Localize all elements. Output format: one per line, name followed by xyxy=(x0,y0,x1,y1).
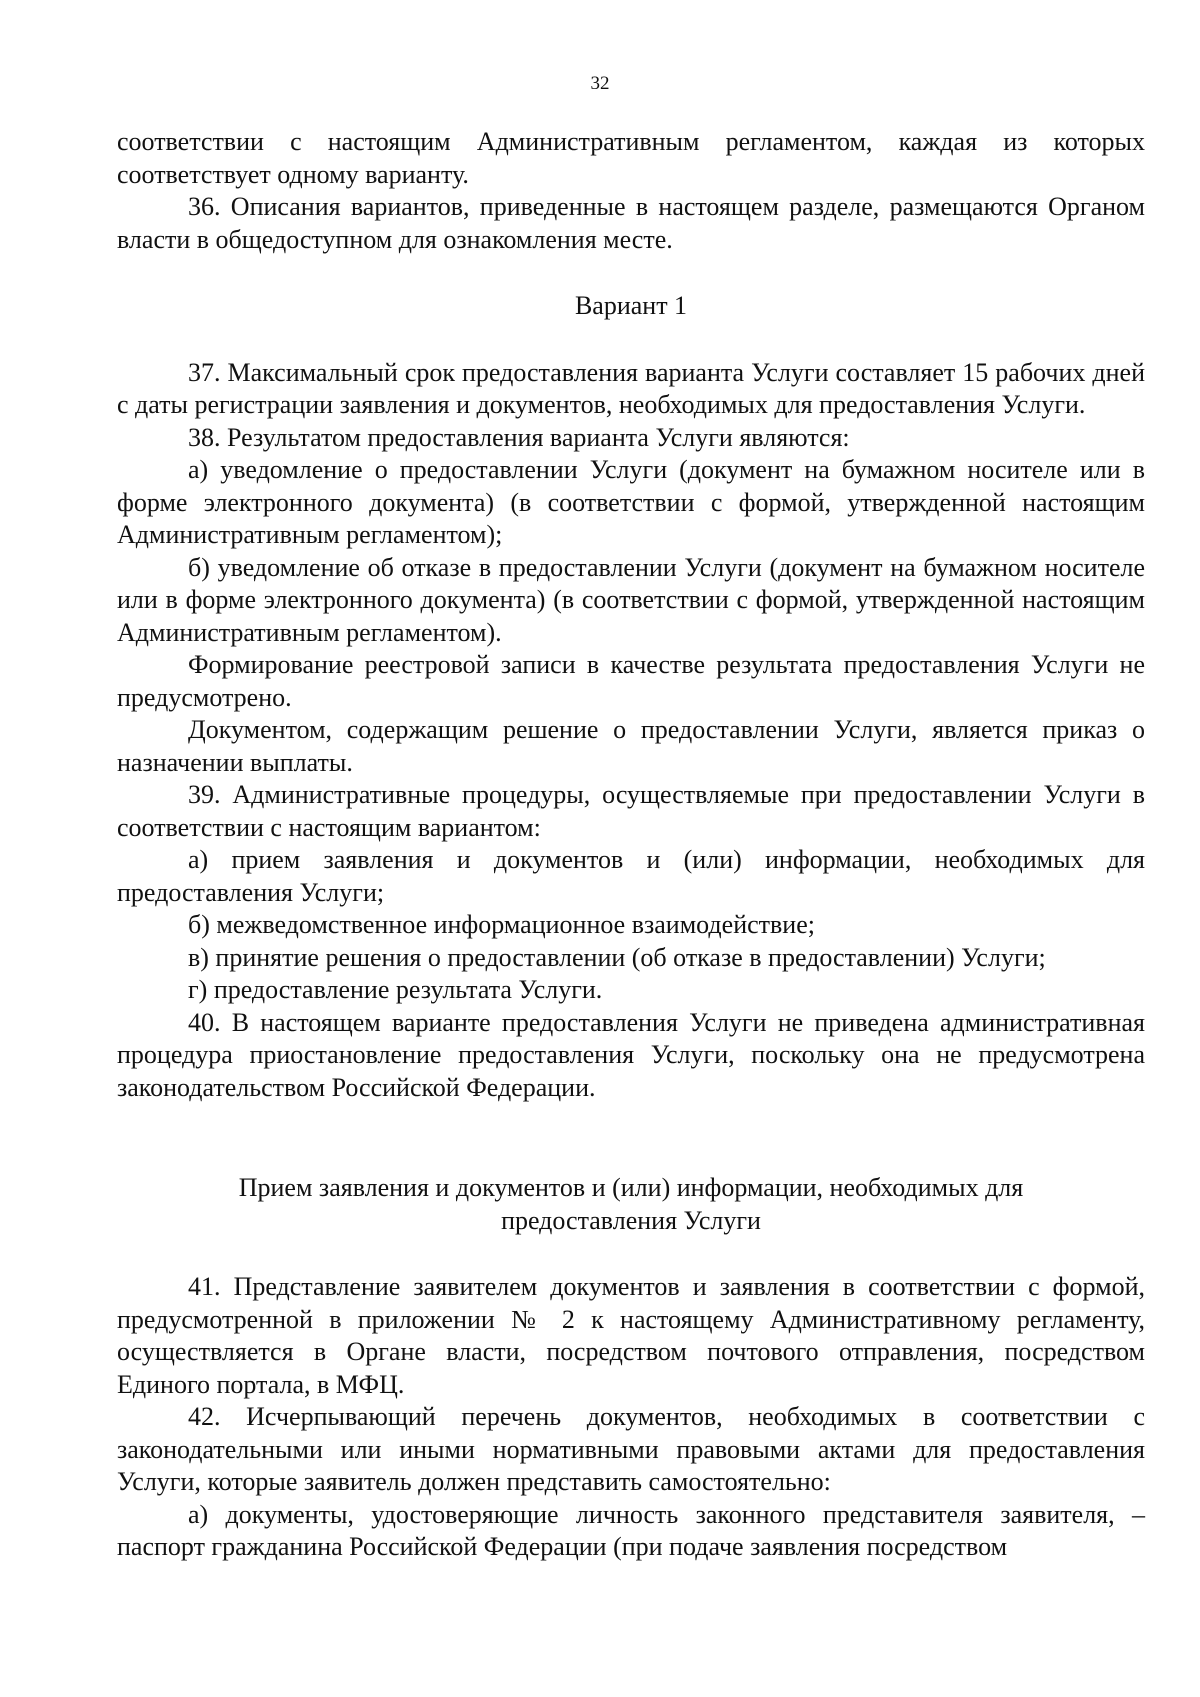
paragraph-decision-document: Документом, содержащим решение о предоставлении Услуги, является приказ о назначении выплаты. xyxy=(117,715,1145,777)
heading-section-line-2: предоставления Услуги xyxy=(501,1205,761,1235)
paragraph-39: 39. Административные процедуры, осуществляемые при предоставлении Услуги в соответствии с настоящим вариантом: xyxy=(117,780,1145,842)
document-body xyxy=(117,126,1145,1564)
page-number: 32 xyxy=(590,73,610,94)
paragraph-39-a: а) прием заявления и документов и (или) информации, необходимых для предоставления Услуги; xyxy=(117,845,1145,907)
paragraph-38-a: а) уведомление о предоставлении Услуги (документ на бумажном носителе или в форме электронного документа) (в соответствии с формой, утвержденной настоящим Административным регламентом); xyxy=(117,455,1145,549)
paragraph-37: 37. Максимальный срок предоставления варианта Услуги составляет 15 рабочих дней с даты регистрации заявления и документов, необходимых для предоставления Услуги. xyxy=(117,357,1145,419)
paragraph-39-b: б) межведомственное информационное взаимодействие; xyxy=(188,910,815,939)
paragraph-38-b: б) уведомление об отказе в предоставлении Услуги (документ на бумажном носителе или в форме электронного документа) (в соответствии с формой, утвержденной настоящим Административным регламентом). xyxy=(117,552,1145,647)
paragraph-36: 36. Описания вариантов, приведенные в настоящем разделе, размещаются Органом власти в общедоступном для ознакомления месте. xyxy=(117,192,1145,254)
paragraph-42: 42. Исчерпывающий перечень документов, необходимых в соответствии с законодательными или иными нормативными правовыми актами для предоставления Услуги, которые заявитель должен представить самостоятельно: xyxy=(117,1402,1145,1496)
paragraph-39-v: в) принятие решения о предоставлении (об отказе в предоставлении) Услуги; xyxy=(188,942,1046,972)
paragraph-40: 40. В настоящем варианте предоставления Услуги не приведена административная процедура приостановление предоставления Услуги, поскольку она не предусмотрена законодательством Российской Федерации. xyxy=(117,1007,1145,1102)
paragraph-registry-record: Формирование реестровой записи в качестве результата предоставления Услуги не предусмотрено. xyxy=(117,650,1145,712)
heading-variant-1: Вариант 1 xyxy=(574,291,688,320)
paragraph-41: 41. Представление заявителем документов и заявления в соответствии с формой, предусмотренной в приложении № 2 к настоящему Административному регламенту, осуществляется в Органе власти, посредством почтового отправления, посредством Единого портала, в МФЦ. xyxy=(117,1272,1145,1399)
paragraph-continuation: соответствии с настоящим Административным регламентом, каждая из которых соответствует одному варианту. xyxy=(117,127,1145,189)
paragraph-39-g: г) предоставление результата Услуги. xyxy=(188,975,603,1004)
paragraph-42-a: а) документы, удостоверяющие личность законного представителя заявителя, – паспорт гражданина Российской Федерации (при подаче заявления посредством xyxy=(117,1499,1145,1561)
heading-section-line-1: Прием заявления и документов и (или) информации, необходимых для xyxy=(238,1173,1024,1202)
paragraph-38: 38. Результатом предоставления варианта Услуги являются: xyxy=(188,422,850,452)
